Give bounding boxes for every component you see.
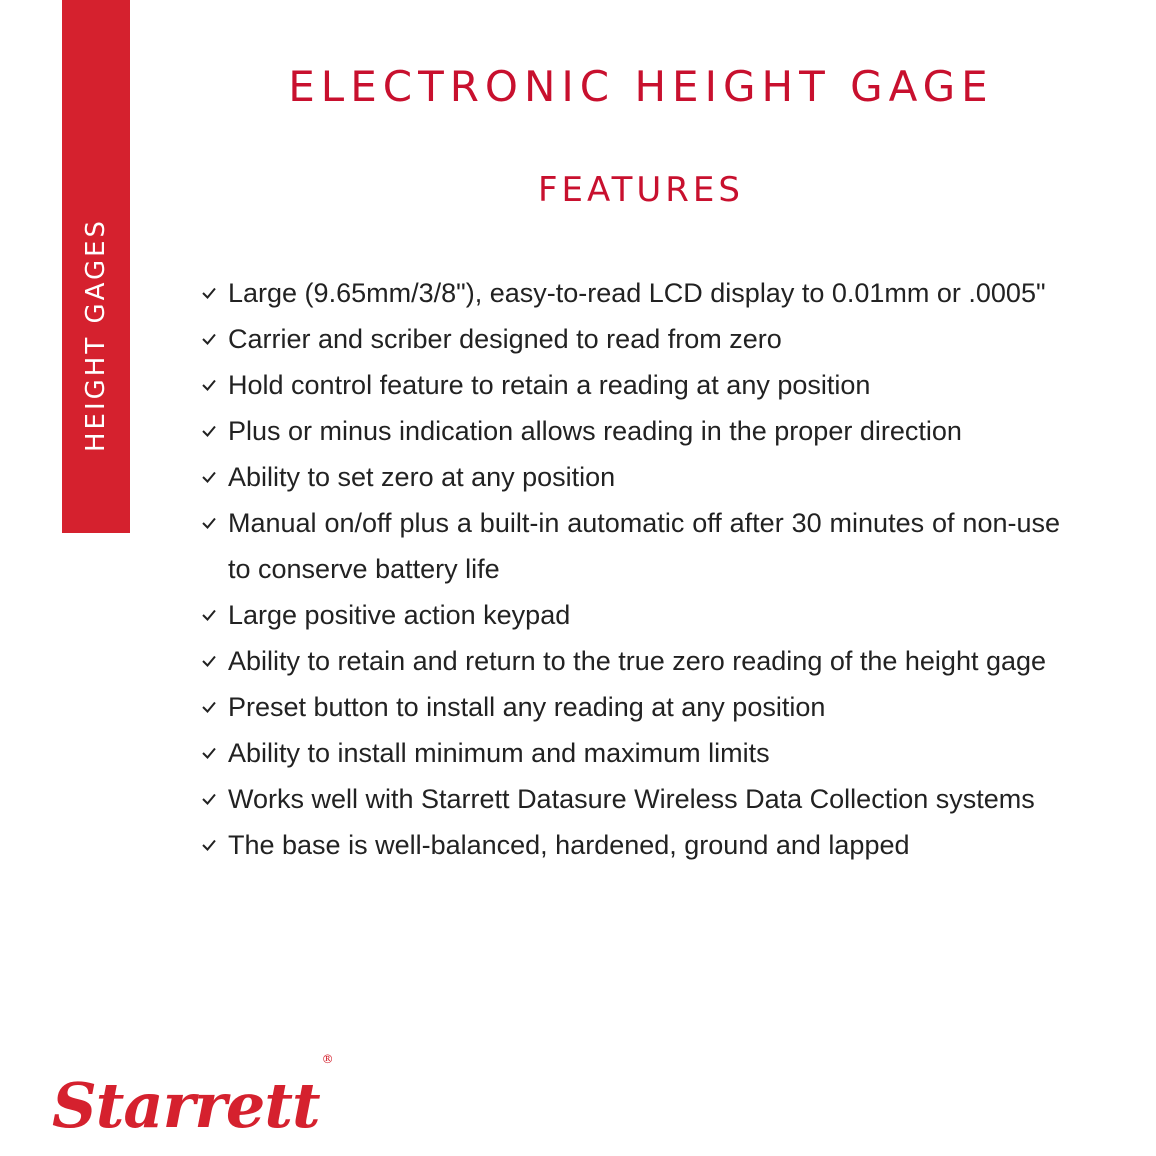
check-icon <box>202 471 216 483</box>
feature-text: Large (9.65mm/3/8"), easy-to-read LCD display to 0.01mm or .0005" <box>228 278 1046 308</box>
feature-text: Plus or minus indication allows reading in the proper direction <box>228 416 962 446</box>
check-icon <box>202 379 216 391</box>
feature-item <box>200 822 1060 868</box>
section-heading: FEATURES <box>537 170 744 210</box>
feature-text: Ability to install minimum and maximum limits <box>228 738 770 768</box>
feature-item <box>200 362 1060 408</box>
side-tab-label: HEIGHT GAGES <box>81 217 111 453</box>
brand-name: Starrett <box>52 1069 320 1142</box>
feature-text: Large positive action keypad <box>228 600 571 630</box>
feature-text: Hold control feature to retain a reading at any position <box>228 370 871 400</box>
registered-mark: ® <box>321 1052 333 1067</box>
feature-item <box>200 638 1060 684</box>
feature-text: Ability to retain and return to the true zero reading of the height gage <box>228 646 1047 676</box>
check-icon <box>202 701 216 713</box>
check-icon <box>202 425 216 437</box>
feature-text: Ability to set zero at any position <box>228 462 616 492</box>
check-icon <box>202 655 216 667</box>
feature-item <box>200 684 1060 730</box>
check-icon <box>202 747 216 759</box>
feature-text: Carrier and scriber designed to read from zero <box>228 324 782 354</box>
feature-item <box>200 270 1060 316</box>
side-tab <box>62 0 130 533</box>
feature-item <box>200 316 1060 362</box>
feature-text: Works well with Starrett Datasure Wireless Data Collection systems <box>228 784 1035 814</box>
check-icon <box>202 287 216 299</box>
feature-item <box>200 730 1060 776</box>
check-icon <box>202 333 216 345</box>
check-icon <box>202 839 216 851</box>
feature-text: Preset button to install any reading at any position <box>228 692 826 722</box>
brand-logo <box>52 1052 333 1142</box>
feature-list <box>200 270 1060 868</box>
check-icon <box>202 517 216 529</box>
feature-text: The base is well-balanced, hardened, ground and lapped <box>228 830 910 860</box>
feature-item <box>200 454 1060 500</box>
check-icon <box>202 793 216 805</box>
feature-text: Manual on/off plus a built-in automatic off after 30 minutes of non-use to conserve battery life <box>228 508 1060 584</box>
page-title: ELECTRONIC HEIGHT GAGE <box>288 62 994 111</box>
check-icon <box>202 609 216 621</box>
feature-item <box>200 500 1060 592</box>
feature-item <box>200 408 1060 454</box>
feature-item <box>200 776 1060 822</box>
feature-item <box>200 592 1060 638</box>
